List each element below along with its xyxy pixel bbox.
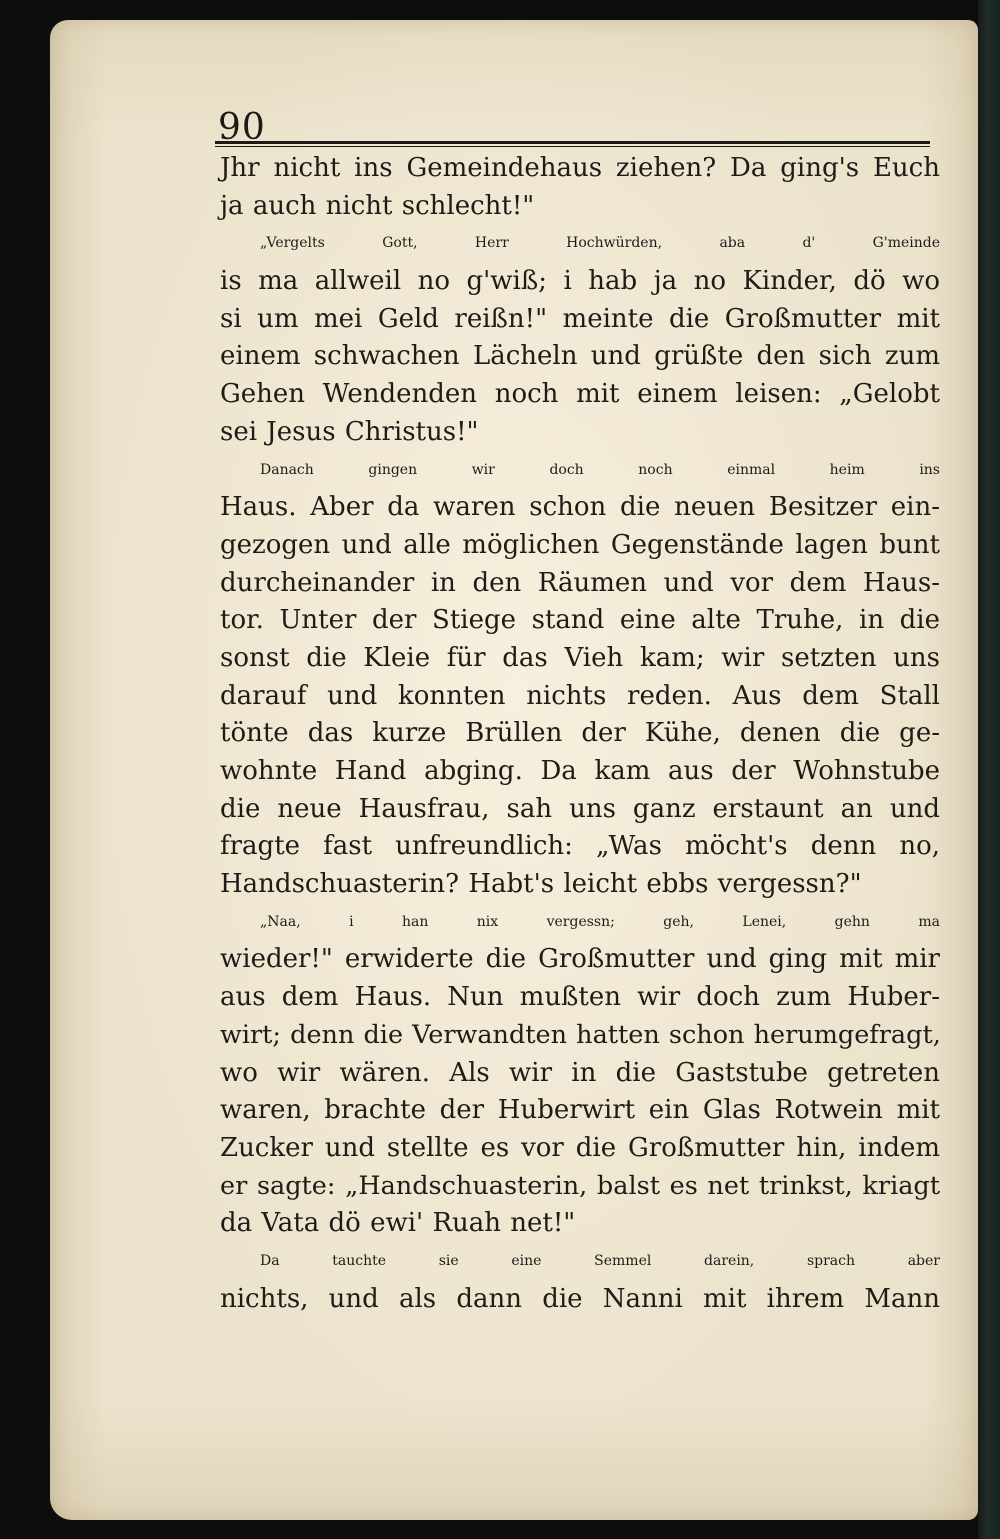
text-line: Haus. Aber da waren schon die neuen Besitzer ein- [220, 492, 940, 523]
text-line: Gehen Wendenden noch mit einem leisen: „Gelobt [220, 379, 940, 410]
text-line: wirt; denn die Verwandten hatten schon herumgefragt, [220, 1019, 941, 1050]
text-line: Da tauchte sie eine Semmel darein, sprach aber [260, 1252, 940, 1269]
text-line: is ma allweil no g'wiß; i hab ja no Kinder, dö wo [220, 266, 940, 297]
text-line: nichts, und als dann die Nanni mit ihrem Mann [220, 1283, 940, 1314]
text-line: tönte das kurze Brüllen der Kühe, denen die ge- [220, 718, 940, 749]
text-line: darauf und konnten nichts reden. Aus dem Stall [220, 680, 940, 711]
text-line: er sagte: „Handschuasterin, balst es net trinkst, kriagt [220, 1170, 940, 1201]
text-line: „Vergelts Gott, Herr Hochwürden, aba d' G'meinde [260, 235, 940, 252]
text-line: si um mei Geld reißn!" meinte die Großmutter mit [220, 303, 940, 334]
text-line: tor. Unter der Stiege stand eine alte Truhe, in die [220, 605, 940, 636]
text-line: waren, brachte der Huberwirt ein Glas Rotwein mit [220, 1095, 940, 1126]
text-line: Handschuasterin? Habt's leicht ebbs vergessn?" [220, 869, 862, 900]
text-line: ja auch nicht schlecht!" [220, 190, 535, 221]
book-cover-edge [978, 0, 1000, 1539]
text-line: durcheinander in den Räumen und vor dem Haus- [220, 567, 940, 598]
text-line: „Naa, i han nix vergessn; geh, Lenei, gehn ma [260, 913, 940, 930]
text-line: da Vata dö ewi' Ruah net!" [220, 1208, 576, 1239]
text-line: Zucker und stellte es vor die Großmutter hin, indem [220, 1132, 940, 1163]
text-line: Danach gingen wir doch noch einmal heim ins [260, 461, 940, 478]
text-line: wieder!" erwiderte die Großmutter und ging mit mir [220, 944, 940, 975]
body-text [220, 150, 940, 1318]
text-line: sonst die Kleie für das Vieh kam; wir setzten uns [220, 642, 940, 673]
text-line: wo wir wären. Als wir in die Gaststube getreten [220, 1057, 940, 1088]
text-line: fragte fast unfreundlich: „Was möcht's denn no, [220, 831, 940, 862]
text-line: gezogen und alle möglichen Gegenstände lagen bunt [220, 529, 940, 560]
text-line: aus dem Haus. Nun mußten wir doch zum Huber- [220, 982, 940, 1013]
text-line: Jhr nicht ins Gemeindehaus ziehen? Da ging's Euch [220, 153, 940, 183]
text-line: sei Jesus Christus!" [220, 416, 479, 447]
header-rule [215, 141, 930, 147]
text-line: einem schwachen Lächeln und grüßte den sich zum [220, 341, 940, 372]
text-line: wohnte Hand abging. Da kam aus der Wohnstube [220, 756, 940, 786]
page-number: 90 [218, 107, 266, 148]
text-line: die neue Hausfrau, sah uns ganz erstaunt an und [220, 793, 940, 824]
